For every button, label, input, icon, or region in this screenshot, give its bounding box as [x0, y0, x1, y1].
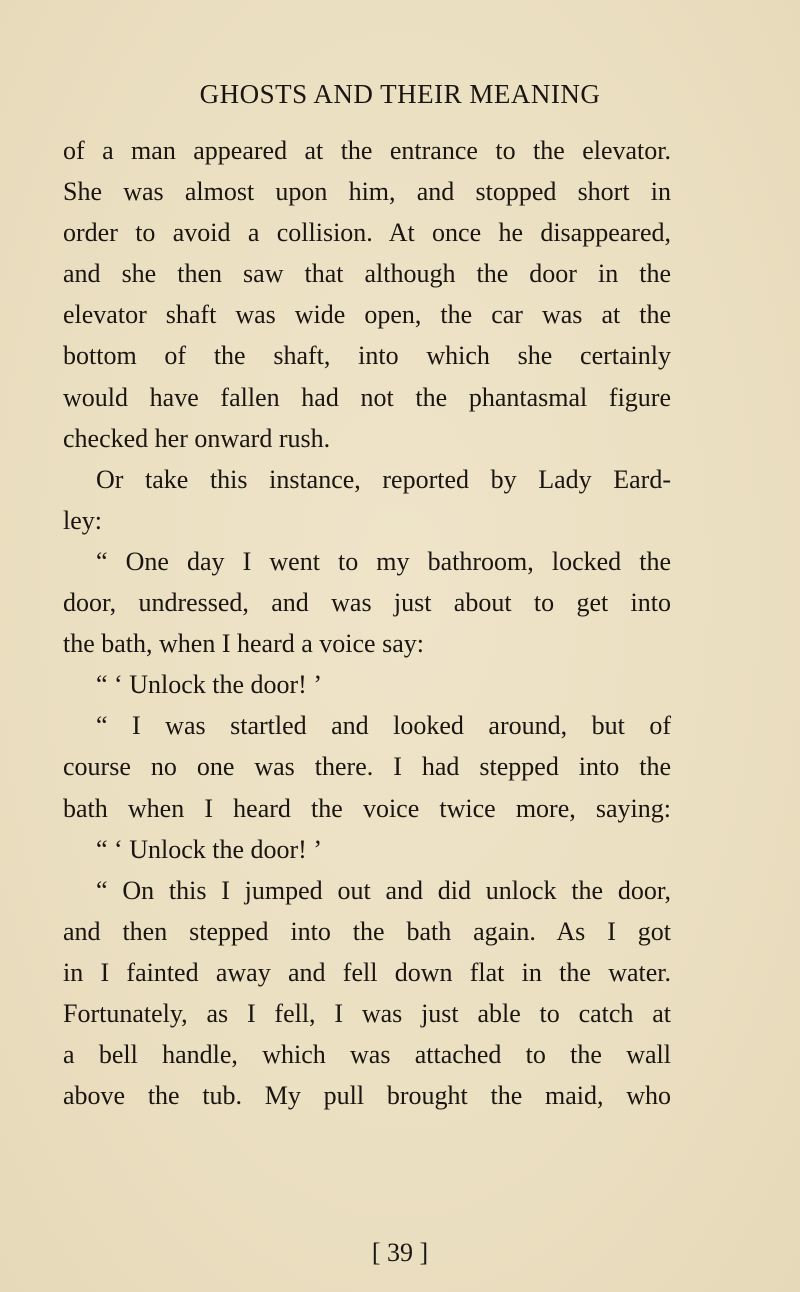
text-line: above the tub. My pull brought the maid, who: [63, 1081, 671, 1111]
text-line: Or take this instance, reported by Lady Eard-: [96, 464, 671, 494]
running-head: GHOSTS AND THEIR MEANING: [199, 79, 601, 109]
text-line: course no one was there. I had stepped into the: [63, 752, 671, 782]
text-line: ley:: [63, 505, 102, 535]
text-line: in I fainted away and fell down flat in the water.: [63, 957, 671, 987]
text-line: and then stepped into the bath again. As I got: [63, 916, 671, 946]
text-line: Fortunately, as I fell, I was just able to catch at: [63, 998, 671, 1028]
body-text: [63, 130, 671, 1116]
text-line: “ I was startled and looked around, but of: [96, 711, 671, 741]
text-line: elevator shaft was wide open, the car was at the: [63, 300, 671, 330]
text-line: and she then saw that although the door in the: [63, 259, 671, 289]
text-line: checked her onward rush.: [63, 423, 331, 453]
text-line: a bell handle, which was attached to the wall: [63, 1040, 671, 1070]
text-line: “ ‘ Unlock the door! ’: [96, 834, 322, 864]
text-line: the bath, when I heard a voice say:: [63, 629, 424, 659]
text-line: would have fallen had not the phantasmal figure: [63, 382, 671, 412]
text-line: “ On this I jumped out and did unlock the door,: [96, 875, 671, 905]
text-line: bath when I heard the voice twice more, saying:: [63, 793, 671, 823]
text-line: order to avoid a collision. At once he disappeared,: [63, 218, 671, 248]
page-number: [ 39 ]: [371, 1238, 429, 1267]
text-line: “ One day I went to my bathroom, locked the: [96, 546, 671, 576]
text-line: of a man appeared at the entrance to the elevator.: [63, 136, 671, 165]
text-line: “ ‘ Unlock the door! ’: [96, 670, 322, 700]
text-line: She was almost upon him, and stopped short in: [63, 177, 671, 207]
text-line: door, undressed, and was just about to get into: [63, 588, 671, 618]
text-line: bottom of the shaft, into which she certainly: [63, 341, 671, 371]
